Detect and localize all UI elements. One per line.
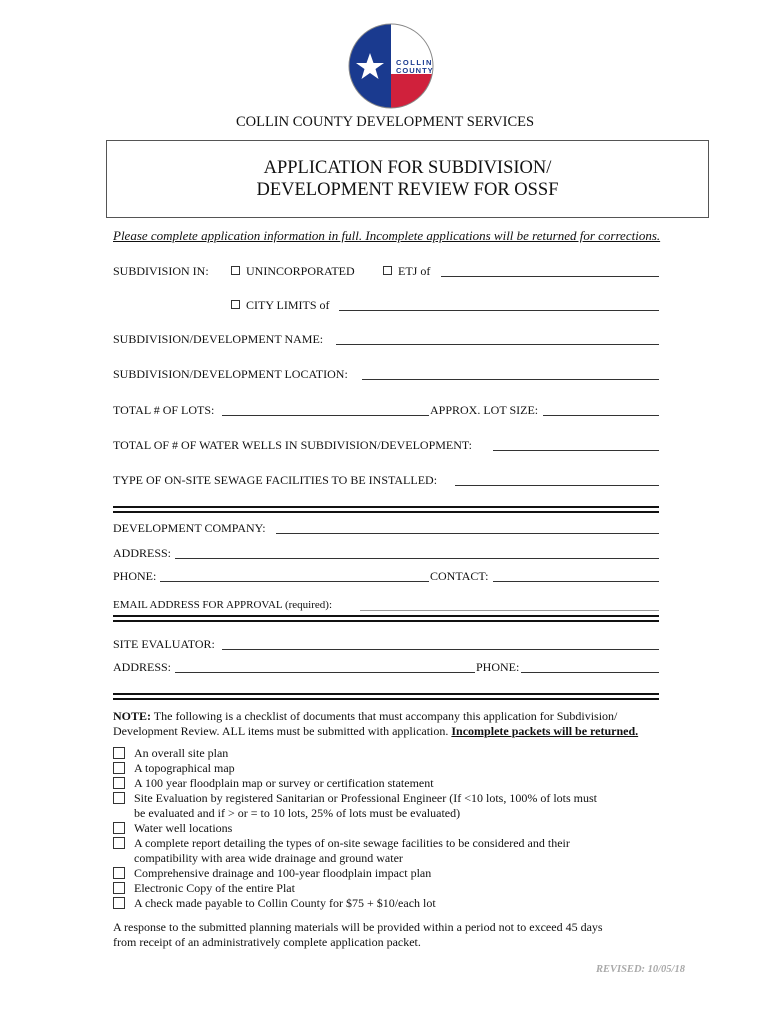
dev-name-field[interactable] [336, 344, 659, 345]
sewage-type-field[interactable] [455, 485, 659, 486]
checklist-text-continued: compatibility with area wide drainage and ground water [134, 851, 403, 865]
checklist-checkbox[interactable] [113, 822, 125, 834]
unincorporated-option [231, 264, 355, 279]
title-line-2: DEVELOPMENT REVIEW FOR OSSF [256, 180, 559, 200]
site-evaluator-field[interactable] [222, 649, 659, 650]
checklist-text: Electronic Copy of the entire Plat [134, 881, 295, 895]
contact-field[interactable] [493, 581, 659, 582]
address-field[interactable] [175, 558, 659, 559]
logo-text-collin: COLLIN [396, 58, 433, 67]
section-divider [113, 615, 659, 622]
agency-name: COLLIN COUNTY DEVELOPMENT SERVICES [235, 114, 535, 130]
checklist-text: A 100 year floodplain map or survey or certification statement [134, 776, 434, 790]
checklist-text: A topographical map [134, 761, 235, 775]
contact-label: CONTACT: [430, 569, 489, 583]
checklist-checkbox[interactable] [113, 777, 125, 789]
sewage-type-label: TYPE OF ON-SITE SEWAGE FACILITIES TO BE INSTALLED: [113, 473, 438, 487]
lot-size-label: APPROX. LOT SIZE: [430, 403, 539, 417]
title-line-1: APPLICATION FOR SUBDIVISION/ [263, 158, 552, 178]
checklist-checkbox[interactable] [113, 747, 125, 759]
checklist-text: A check made payable to Collin County for $75 + $10/each lot [134, 896, 436, 910]
note-paragraph [113, 709, 673, 739]
city-limits-field[interactable] [339, 310, 659, 311]
section-divider [113, 693, 659, 700]
dev-company-label: DEVELOPMENT COMPANY: [113, 521, 266, 535]
subdivision-in-label: SUBDIVISION IN: [113, 264, 209, 278]
checklist-text: Water well locations [134, 821, 233, 835]
phone2-field[interactable] [521, 672, 659, 673]
site-evaluator-label: SITE EVALUATOR: [113, 637, 215, 651]
total-lots-label: TOTAL # OF LOTS: [113, 403, 215, 417]
checklist-checkbox[interactable] [113, 792, 125, 804]
unincorporated-checkbox[interactable] [231, 266, 240, 275]
checklist-checkbox[interactable] [113, 762, 125, 774]
dev-company-field[interactable] [276, 533, 659, 534]
phone2-label: PHONE: [476, 660, 520, 674]
checklist-text: Comprehensive drainage and 100-year floodplain impact plan [134, 866, 432, 880]
checklist-checkbox[interactable] [113, 837, 125, 849]
city-limits-option [231, 298, 330, 313]
phone-field[interactable] [160, 581, 429, 582]
checklist-checkbox[interactable] [113, 897, 125, 909]
collin-county-logo [348, 22, 434, 110]
checklist-text: An overall site plan [134, 746, 229, 760]
water-wells-field[interactable] [493, 450, 659, 451]
address2-field[interactable] [175, 672, 475, 673]
dev-location-field[interactable] [362, 379, 659, 380]
title-box [106, 140, 709, 218]
checklist-checkbox[interactable] [113, 867, 125, 879]
note-text-2: Development Review. ALL items must be submitted with application. [113, 724, 452, 738]
response-line-1: A response to the submitted planning materials will be provided within a period not to exceed 45 days [113, 920, 603, 934]
etj-checkbox[interactable] [383, 266, 392, 275]
checklist-text-continued: be evaluated and if > or = to 10 lots, 25% of lots must be evaluated) [134, 806, 461, 820]
lot-size-field[interactable] [543, 415, 659, 416]
city-limits-checkbox[interactable] [231, 300, 240, 309]
section-divider [113, 506, 659, 513]
etj-field[interactable] [441, 276, 659, 277]
dev-location-label: SUBDIVISION/DEVELOPMENT LOCATION: [113, 367, 348, 381]
email-field[interactable] [360, 610, 659, 611]
address-label: ADDRESS: [113, 546, 172, 560]
note-text-1: The following is a checklist of documents that must accompany this application for Subdivision/ [151, 709, 618, 723]
address2-label: ADDRESS: [113, 660, 172, 674]
checklist-text: A complete report detailing the types of on-site sewage facilities to be considered and their [134, 836, 570, 850]
etj-option [383, 264, 430, 279]
unincorporated-label: UNINCORPORATED [246, 264, 355, 278]
phone-label: PHONE: [113, 569, 157, 583]
note-emphasis: Incomplete packets will be returned. [451, 724, 639, 738]
logo-text-county: COUNTY [396, 66, 434, 75]
dev-name-label: SUBDIVISION/DEVELOPMENT NAME: [113, 332, 324, 346]
checklist-text: Site Evaluation by registered Sanitarian or Professional Engineer (If <10 lots, 100% of lots must [134, 791, 598, 805]
etj-label: ETJ of [398, 264, 431, 278]
checklist-checkbox[interactable] [113, 882, 125, 894]
water-wells-label: TOTAL OF # OF WATER WELLS IN SUBDIVISION/DEVELOPMENT: [113, 438, 472, 452]
response-line-2: from receipt of an administratively complete application packet. [113, 935, 421, 949]
total-lots-field[interactable] [222, 415, 429, 416]
response-paragraph [113, 920, 673, 950]
instructions: Please complete application information in full. Incomplete applications will be returned for corrections. [113, 228, 661, 243]
revised-date: REVISED: 10/05/18 [596, 964, 685, 975]
email-label: EMAIL ADDRESS FOR APPROVAL (required): [113, 599, 332, 611]
note-label: NOTE: [113, 709, 152, 723]
city-limits-label: CITY LIMITS of [246, 298, 330, 312]
